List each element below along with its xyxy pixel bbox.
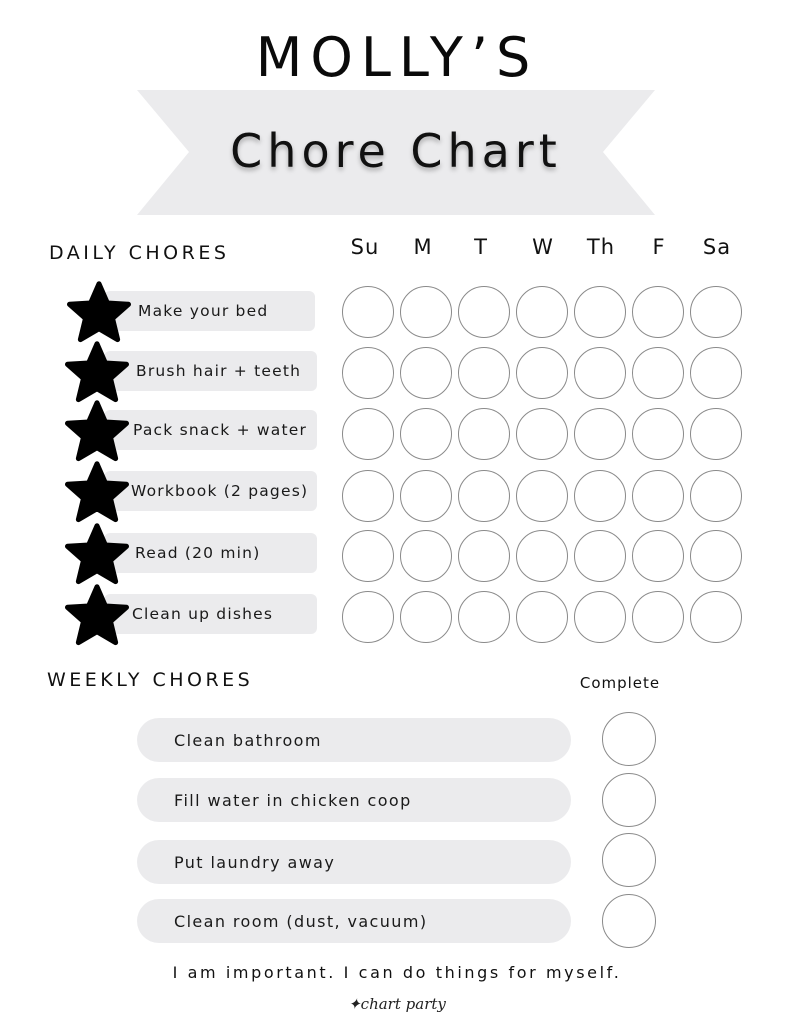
checkbox-w-row-2[interactable] [516,347,568,399]
weekly-chore-label: Put laundry away [174,852,336,872]
checkbox-m-row-1[interactable] [400,286,452,338]
checkbox-m-row-3[interactable] [400,408,452,460]
weekly-complete-checkbox[interactable] [602,833,656,887]
checkbox-sa-row-3[interactable] [690,408,742,460]
checkbox-f-row-5[interactable] [632,530,684,582]
weekly-complete-checkbox[interactable] [602,773,656,827]
affirmation-text: I am important. I can do things for myself. [172,963,622,982]
day-header-f: F [652,235,666,259]
daily-chore-label: Pack snack + water [133,421,308,439]
checkbox-su-row-3[interactable] [342,408,394,460]
checkbox-t-row-3[interactable] [458,408,510,460]
weekly-chore-1 [137,718,571,762]
weekly-chore-4 [137,899,571,943]
daily-chore-label: Clean up dishes [132,605,274,623]
complete-column-label: Complete [579,674,661,692]
checkbox-su-row-5[interactable] [342,530,394,582]
checkbox-th-row-3[interactable] [574,408,626,460]
daily-chore-label: Make your bed [138,302,269,320]
checkbox-sa-row-4[interactable] [690,470,742,522]
star-icon [65,340,129,404]
checkbox-sa-row-6[interactable] [690,591,742,643]
checkbox-th-row-4[interactable] [574,470,626,522]
checkbox-m-row-2[interactable] [400,347,452,399]
checkbox-f-row-3[interactable] [632,408,684,460]
weekly-chore-label: Fill water in chicken coop [174,790,412,810]
daily-chore-label: Workbook (2 pages) [131,482,309,500]
checkbox-f-row-1[interactable] [632,286,684,338]
checkbox-w-row-3[interactable] [516,408,568,460]
checkbox-t-row-2[interactable] [458,347,510,399]
checkbox-th-row-1[interactable] [574,286,626,338]
daily-chore-1 [104,291,315,331]
brand-logo: ✦chart party [348,995,446,1013]
weekly-complete-checkbox[interactable] [602,712,656,766]
checkbox-sa-row-2[interactable] [690,347,742,399]
checkbox-f-row-4[interactable] [632,470,684,522]
checkbox-t-row-4[interactable] [458,470,510,522]
daily-chore-5 [104,533,317,573]
daily-chore-label: Read (20 min) [135,544,261,562]
checkbox-m-row-5[interactable] [400,530,452,582]
checkbox-sa-row-5[interactable] [690,530,742,582]
day-header-t: T [474,235,488,259]
star-icon [65,522,129,586]
checkbox-f-row-2[interactable] [632,347,684,399]
day-header-w: W [532,235,554,259]
weekly-chore-3 [137,840,571,884]
day-header-m: M [413,235,433,259]
checkbox-th-row-2[interactable] [574,347,626,399]
weekly-chore-label: Clean room (dust, vacuum) [174,911,428,931]
star-icon [65,399,129,463]
checkbox-m-row-6[interactable] [400,591,452,643]
checkbox-su-row-4[interactable] [342,470,394,522]
daily-chore-6 [104,594,317,634]
checkbox-su-row-2[interactable] [342,347,394,399]
page-title-name: MOLLY’S [255,26,539,89]
daily-chores-heading: DAILY CHORES [49,242,230,264]
star-icon [67,280,131,344]
day-header-th: Th [586,235,616,259]
weekly-chores-heading: WEEKLY CHORES [47,669,254,691]
star-icon [65,583,129,647]
daily-chore-4 [104,471,317,511]
checkbox-w-row-1[interactable] [516,286,568,338]
checkbox-f-row-6[interactable] [632,591,684,643]
checkbox-su-row-6[interactable] [342,591,394,643]
daily-chore-2 [104,351,317,391]
checkbox-w-row-6[interactable] [516,591,568,643]
weekly-chore-label: Clean bathroom [174,730,322,750]
daily-chore-3 [104,410,317,450]
checkbox-m-row-4[interactable] [400,470,452,522]
star-icon [65,460,129,524]
checkbox-th-row-5[interactable] [574,530,626,582]
page-title-chore-chart: Chore Chart [230,124,562,178]
checkbox-w-row-4[interactable] [516,470,568,522]
checkbox-t-row-5[interactable] [458,530,510,582]
day-header-su: Su [350,235,380,259]
day-header-sa: Sa [702,235,732,259]
checkbox-sa-row-1[interactable] [690,286,742,338]
checkbox-t-row-6[interactable] [458,591,510,643]
checkbox-th-row-6[interactable] [574,591,626,643]
checkbox-t-row-1[interactable] [458,286,510,338]
checkbox-w-row-5[interactable] [516,530,568,582]
weekly-complete-checkbox[interactable] [602,894,656,948]
checkbox-su-row-1[interactable] [342,286,394,338]
weekly-chore-2 [137,778,571,822]
daily-chore-label: Brush hair + teeth [136,362,302,380]
